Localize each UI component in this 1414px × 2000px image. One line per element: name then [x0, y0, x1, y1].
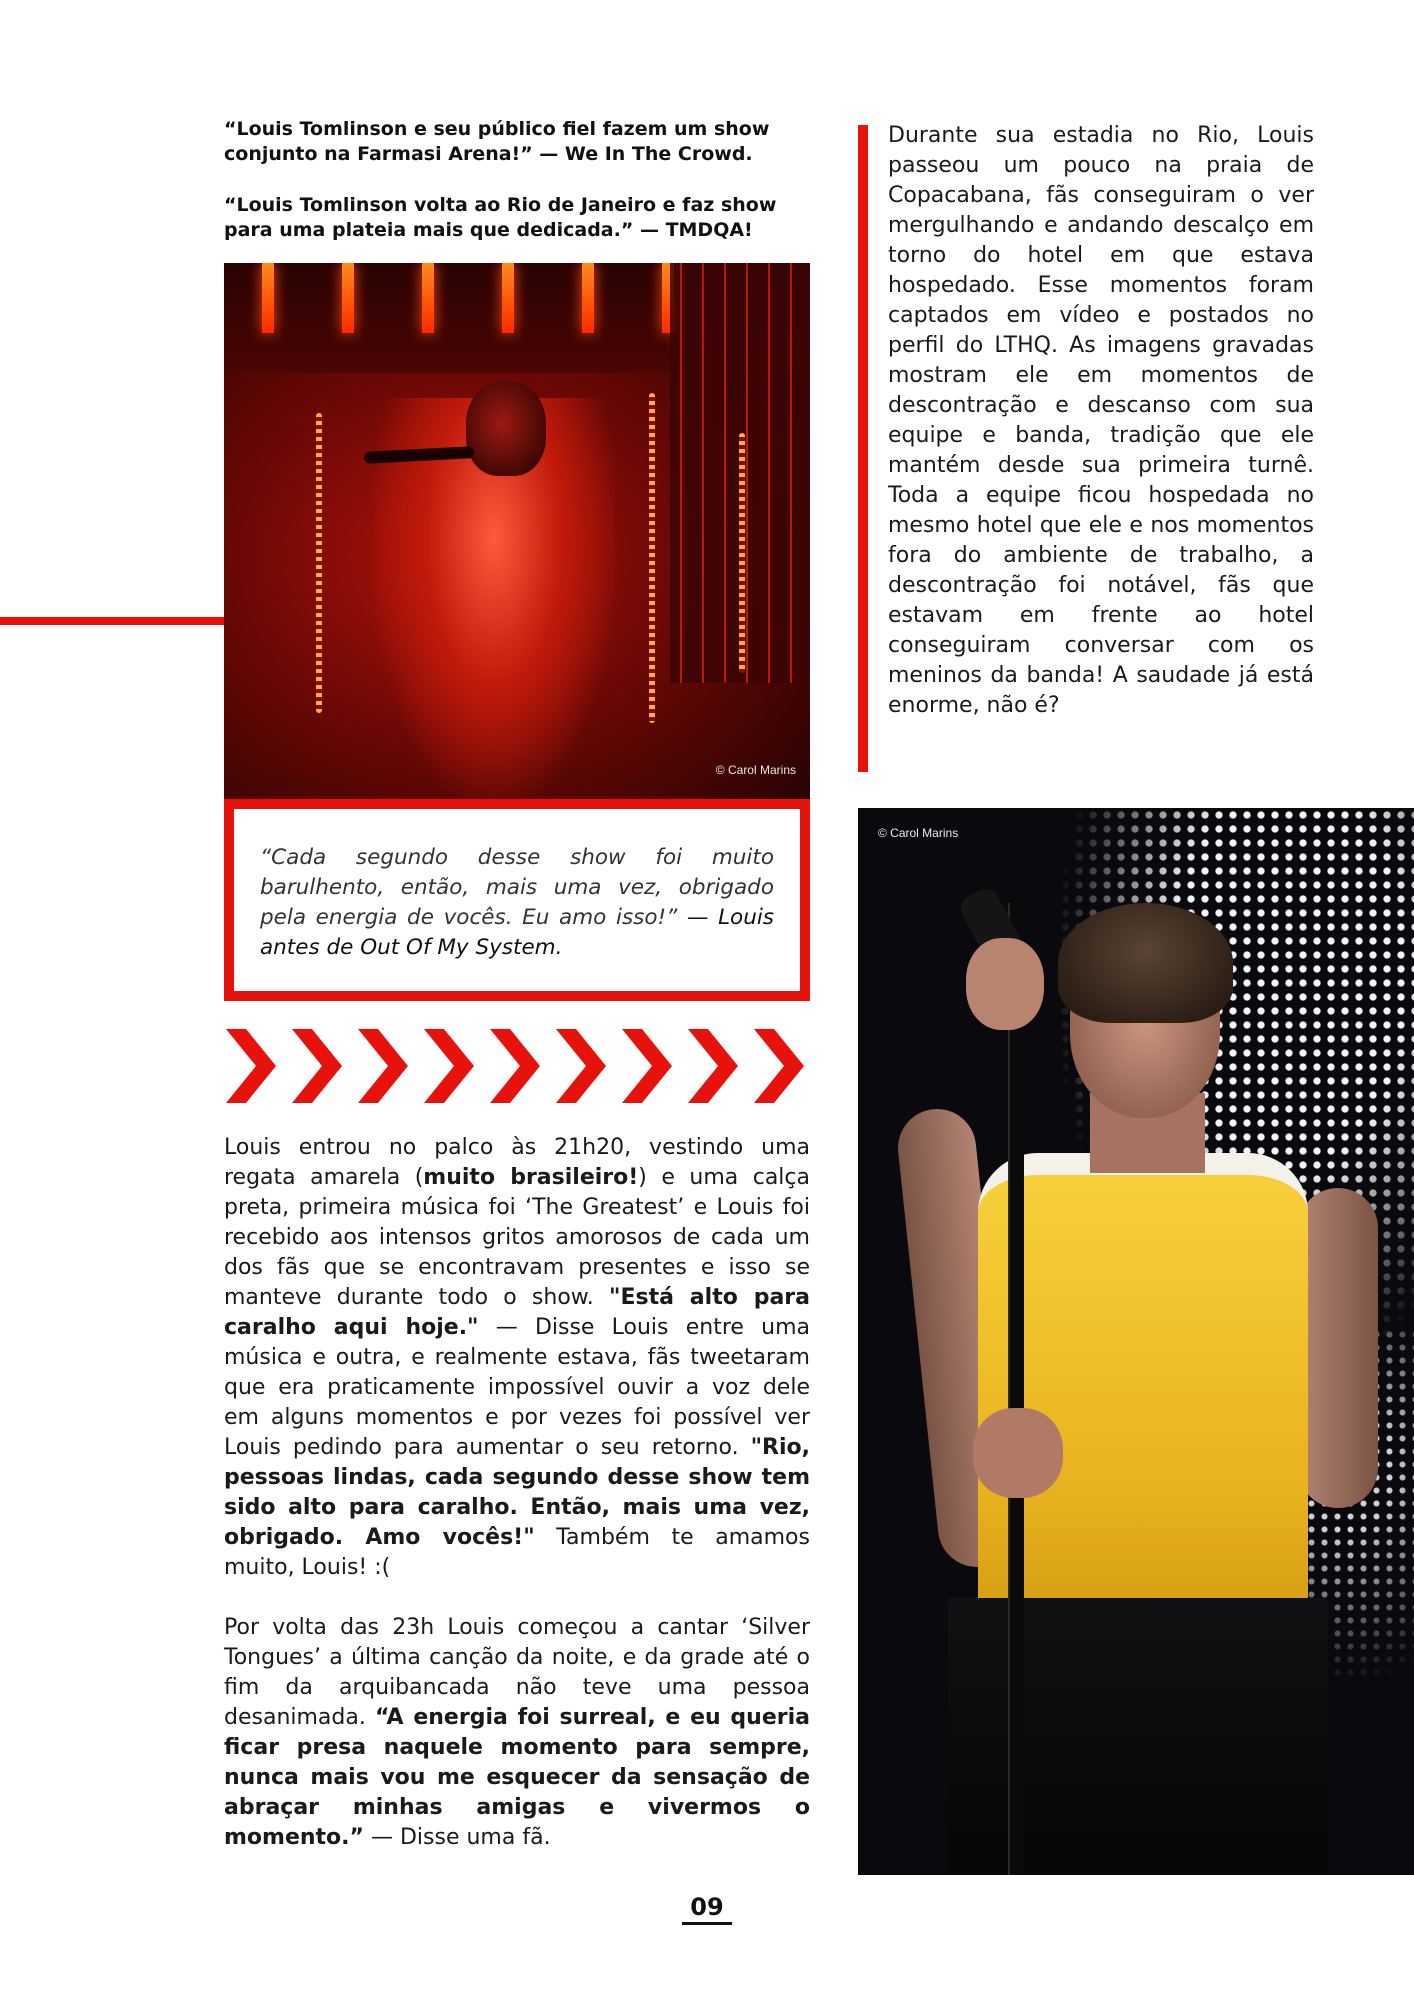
- text-span: Também te amamos muito, Louis! :(: [224, 1525, 810, 1580]
- louis-quote-1: "Está alto para caralho aqui hoje.": [224, 1285, 810, 1340]
- text-span: — Disse Louis entre uma música e outra, e realmente estava, fãs tweetaram que era praticamente impossível ouvir a voz dele em alguns momentos e por vezes foi possível ver Louis pedindo para aumentar o seu retorno.: [224, 1315, 810, 1460]
- concert-photo-yellow-tank: [858, 808, 1414, 1875]
- pull-quote-attribution: — Louis antes de Out Of My System.: [260, 905, 775, 960]
- chevron-icon: [358, 1029, 408, 1103]
- chevron-icon: [226, 1029, 276, 1103]
- bold-span: muito brasileiro!: [423, 1165, 639, 1190]
- headline-we-in-the-crowd: “Louis Tomlinson e seu público fiel fazem um show conjunto na Farmasi Arena!” — We In The Crowd.: [224, 118, 770, 165]
- light-column: [316, 413, 322, 713]
- pull-quote-inner: [234, 809, 800, 991]
- page-number: [0, 1893, 1414, 1921]
- article-paragraph-2: [224, 1613, 810, 1853]
- pull-quote-box: [224, 799, 810, 1001]
- stage-light-bar: [422, 263, 434, 333]
- pull-quote-text: “Cada segundo desse show foi muito barulhento, então, mais uma vez, obrigado pela energia de vocês. Eu amo isso!”: [260, 845, 774, 930]
- photo-credit: © Carol Marins: [715, 763, 796, 777]
- stage-light-bar: [262, 263, 274, 333]
- chevron-icon: [622, 1029, 672, 1103]
- concert-article: [224, 1133, 810, 1853]
- chevron-icon: [490, 1029, 540, 1103]
- stage-light-bar: [342, 263, 354, 333]
- singer-head: [466, 381, 546, 476]
- text-span: Por volta das 23h Louis começou a cantar ‘Silver Tongues’ a última canção da noite, e da grade até o fim da arquibancada não teve uma pessoa desanimada.: [224, 1615, 810, 1730]
- rio-stay-paragraph: Durante sua estadia no Rio, Louis passeou um pouco na praia de Copacabana, fãs conseguiram o ver mergulhando e andando descalço em torno do hotel em que estava hospedado. Esse momentos foram captados em vídeo e postados no perfil do LTHQ. As imagens gravadas mostram ele em momentos de descontração e descanso com sua equipe e banda, tradição que ele mantém desde sua primeira turnê. Toda a equipe ficou hospedada no mesmo hotel que ele e nos momentos fora do ambiente de trabalho, a descontração foi notável, fãs que estavam em frente ao hotel conseguiram conversar com os meninos da banda! A saudade já está enorme, não é?: [888, 123, 1314, 718]
- stage-light-bar: [502, 263, 514, 333]
- article-paragraph-1: [224, 1133, 810, 1583]
- black-pants: [948, 1598, 1328, 1875]
- text-span: Louis entrou no palco às 21h20, vestindo uma regata amarela (: [224, 1135, 810, 1190]
- singer-hand: [966, 938, 1044, 1030]
- page-number-text: 09: [682, 1893, 731, 1925]
- light-column: [649, 393, 655, 723]
- fan-quote: “A energia foi surreal, e eu queria ficar presa naquele momento para sempre, nunca mais vou me esquecer da sensação de abraçar minhas amigas e vivermos o momento.”: [224, 1705, 810, 1850]
- chevron-icon: [424, 1029, 474, 1103]
- right-red-bar: [858, 125, 868, 772]
- stage-light-bar: [582, 263, 594, 333]
- chevron-divider-graphic: [224, 1027, 810, 1105]
- mic-stand: [1008, 903, 1024, 1875]
- singer-hair: [1058, 903, 1233, 1023]
- light-column: [739, 433, 745, 673]
- left-red-rule: [0, 617, 224, 625]
- singer-hand: [973, 1408, 1063, 1498]
- headline-tmdqa: “Louis Tomlinson volta ao Rio de Janeiro e faz show para uma plateia mais que dedicada.” — TMDQA!: [224, 194, 777, 241]
- chevron-icon: [292, 1029, 342, 1103]
- chevron-icon: [556, 1029, 606, 1103]
- text-span: ) e uma calça preta, primeira música foi ‘The Greatest’ e Louis foi recebido aos intensos gritos amorosos de cada um dos fãs que se encontravam presentes e isso se manteve durante todo o show.: [224, 1165, 810, 1310]
- text-span: — Disse uma fã.: [364, 1825, 551, 1850]
- louis-quote-2: "Rio, pessoas lindas, cada segundo desse show tem sido alto para caralho. Então, mais uma vez, obrigado. Amo vocês!": [224, 1435, 810, 1550]
- chevron-divider: [224, 1027, 810, 1105]
- singer-right-arm: [1298, 1188, 1378, 1508]
- yellow-tank-top: [978, 1153, 1308, 1625]
- chevron-icon: [754, 1029, 804, 1103]
- chevron-icon: [688, 1029, 738, 1103]
- paragraph-gap: [224, 1583, 810, 1613]
- concert-photo-red-stage: [224, 263, 810, 799]
- photo-credit: © Carol Marins: [878, 826, 959, 840]
